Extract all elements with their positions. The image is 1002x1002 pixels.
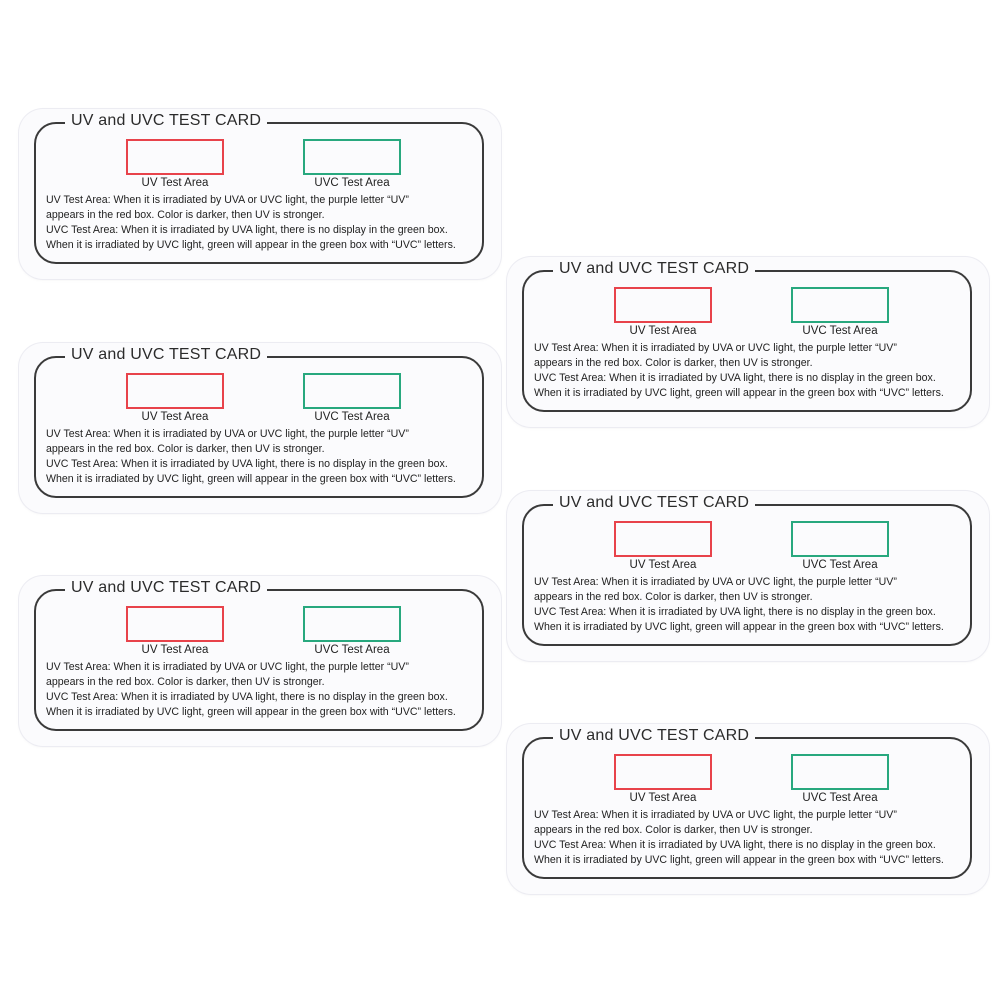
uv-test-card-1 [19, 109, 501, 279]
uv-test-box [126, 139, 224, 175]
instruction-line: UV Test Area: When it is irradiated by UVA or UVC light, the purple letter “UV” [46, 428, 409, 440]
card-instructions [534, 575, 974, 635]
card-instructions [46, 660, 486, 720]
uv-test-card-3 [19, 576, 501, 746]
uv-test-area-label: UV Test Area [629, 792, 697, 804]
uvc-test-area-label: UVC Test Area [314, 177, 390, 189]
instruction-line: When it is irradiated by UVC light, green will appear in the green box with “UVC” letters. [46, 706, 456, 718]
uv-test-box [126, 373, 224, 409]
card-title: UV and UVC TEST CARD [65, 112, 267, 130]
card-title: UV and UVC TEST CARD [553, 494, 755, 512]
uvc-test-area-label: UVC Test Area [802, 325, 878, 337]
instruction-line: appears in the red box. Color is darker, then UV is stronger. [534, 824, 813, 836]
instruction-line: UVC Test Area: When it is irradiated by UVA light, there is no display in the green box. [534, 372, 936, 384]
instruction-line: UV Test Area: When it is irradiated by UVA or UVC light, the purple letter “UV” [534, 342, 897, 354]
instruction-line: UVC Test Area: When it is irradiated by UVA light, there is no display in the green box. [534, 606, 936, 618]
uvc-test-area-label: UVC Test Area [802, 792, 878, 804]
instruction-line: UVC Test Area: When it is irradiated by UVA light, there is no display in the green box. [46, 691, 448, 703]
instruction-line: When it is irradiated by UVC light, green will appear in the green box with “UVC” letters. [534, 387, 944, 399]
card-instructions [46, 427, 486, 487]
card-instructions [534, 808, 974, 868]
instruction-line: When it is irradiated by UVC light, green will appear in the green box with “UVC” letters. [46, 239, 456, 251]
instruction-line: When it is irradiated by UVC light, green will appear in the green box with “UVC” letters. [534, 621, 944, 633]
uv-test-card-4 [507, 257, 989, 427]
instruction-line: appears in the red box. Color is darker, then UV is stronger. [46, 209, 325, 221]
uv-test-area-label: UV Test Area [629, 325, 697, 337]
uvc-test-box [791, 287, 889, 323]
uvc-test-box [303, 139, 401, 175]
instruction-line: appears in the red box. Color is darker, then UV is stronger. [46, 676, 325, 688]
instruction-line: UVC Test Area: When it is irradiated by UVA light, there is no display in the green box. [46, 458, 448, 470]
uvc-test-box [791, 754, 889, 790]
uvc-test-box [791, 521, 889, 557]
card-title: UV and UVC TEST CARD [553, 260, 755, 278]
instruction-line: UV Test Area: When it is irradiated by UVA or UVC light, the purple letter “UV” [46, 194, 409, 206]
card-title: UV and UVC TEST CARD [65, 579, 267, 597]
uv-test-box [614, 521, 712, 557]
uv-test-area-label: UV Test Area [141, 177, 209, 189]
uv-test-area-label: UV Test Area [629, 559, 697, 571]
instruction-line: appears in the red box. Color is darker, then UV is stronger. [534, 591, 813, 603]
uv-test-card-5 [507, 491, 989, 661]
instruction-line: UV Test Area: When it is irradiated by UVA or UVC light, the purple letter “UV” [46, 661, 409, 673]
card-instructions [534, 341, 974, 401]
uv-test-box [614, 287, 712, 323]
card-title: UV and UVC TEST CARD [553, 727, 755, 745]
uvc-test-box [303, 373, 401, 409]
instruction-line: UVC Test Area: When it is irradiated by UVA light, there is no display in the green box. [534, 839, 936, 851]
uvc-test-area-label: UVC Test Area [802, 559, 878, 571]
card-instructions [46, 193, 486, 253]
uvc-test-area-label: UVC Test Area [314, 644, 390, 656]
uvc-test-area-label: UVC Test Area [314, 411, 390, 423]
card-title: UV and UVC TEST CARD [65, 346, 267, 364]
instruction-line: appears in the red box. Color is darker, then UV is stronger. [46, 443, 325, 455]
uv-test-box [614, 754, 712, 790]
uv-test-area-label: UV Test Area [141, 644, 209, 656]
uv-test-area-label: UV Test Area [141, 411, 209, 423]
instruction-line: UVC Test Area: When it is irradiated by UVA light, there is no display in the green box. [46, 224, 448, 236]
instruction-line: When it is irradiated by UVC light, green will appear in the green box with “UVC” letters. [46, 473, 456, 485]
instruction-line: UV Test Area: When it is irradiated by UVA or UVC light, the purple letter “UV” [534, 809, 897, 821]
instruction-line: appears in the red box. Color is darker, then UV is stronger. [534, 357, 813, 369]
instruction-line: UV Test Area: When it is irradiated by UVA or UVC light, the purple letter “UV” [534, 576, 897, 588]
instruction-line: When it is irradiated by UVC light, green will appear in the green box with “UVC” letters. [534, 854, 944, 866]
uv-test-card-6 [507, 724, 989, 894]
uvc-test-box [303, 606, 401, 642]
uv-test-box [126, 606, 224, 642]
uv-test-card-2 [19, 343, 501, 513]
